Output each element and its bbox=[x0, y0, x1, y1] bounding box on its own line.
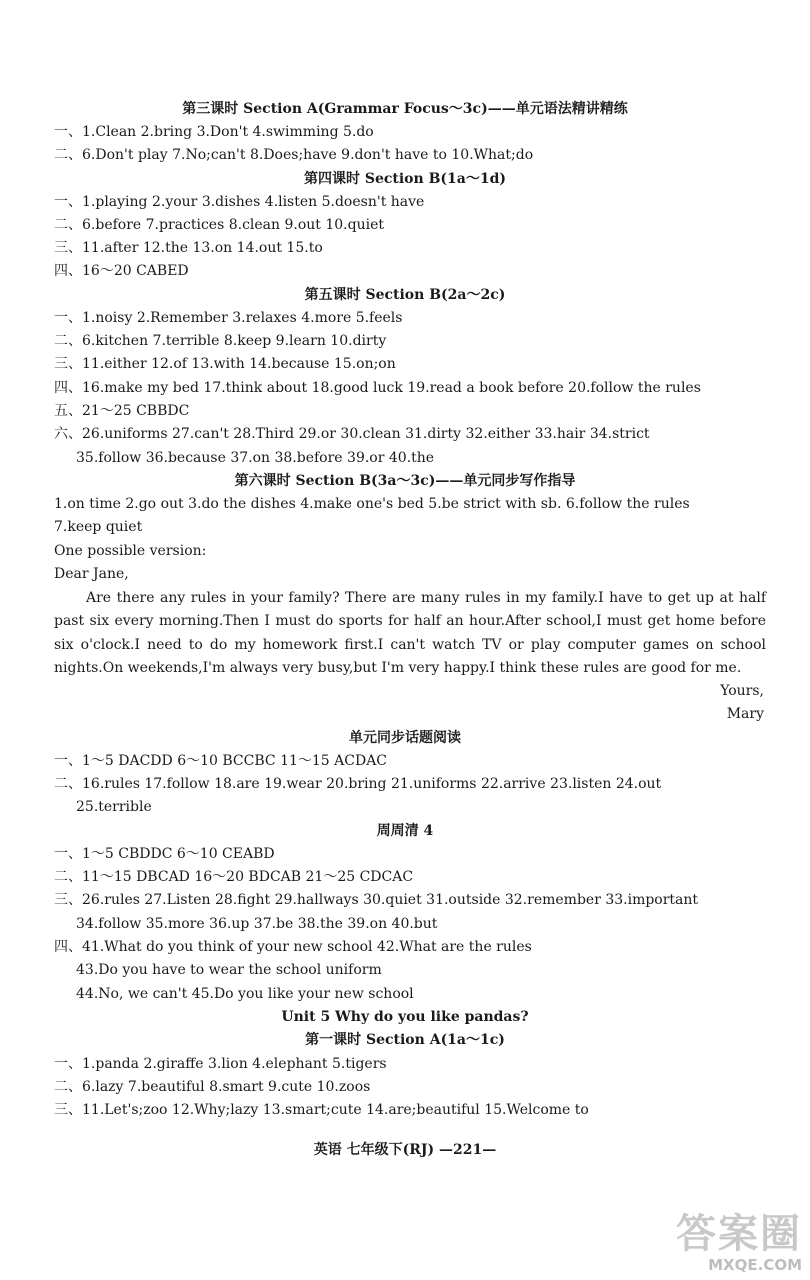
answer-line: 一、1.playing 2.your 3.dishes 4.listen 5.doesn't have bbox=[54, 194, 425, 210]
section-heading: 第五课时 Section B(2a～2c) bbox=[304, 287, 506, 303]
answer-line: 二、6.before 7.practices 8.clean 9.out 10.quiet bbox=[54, 217, 384, 233]
watermark-url: MXQE.COM bbox=[708, 1256, 802, 1274]
answer-line: 一、1～5 DACDD 6～10 BCCBC 11～15 ACDAC bbox=[54, 753, 388, 769]
answer-line: 三、26.rules 27.Listen 28.fight 29.hallways 30.quiet 31.outside 32.remember 33.important bbox=[54, 892, 699, 908]
unit-heading: Unit 5 Why do you like pandas? bbox=[281, 1009, 529, 1025]
answer-line: 一、1.noisy 2.Remember 3.relaxes 4.more 5.feels bbox=[54, 310, 403, 326]
answer-line: 一、1～5 CBDDC 6～10 CEABD bbox=[54, 846, 275, 862]
section-heading: 第三课时 Section A(Grammar Focus～3c)——单元语法精讲精练 bbox=[182, 101, 628, 117]
watermark-logo bbox=[622, 1212, 802, 1274]
answer-line: 六、26.uniforms 27.can't 28.Third 29.or 30.clean 31.dirty 32.either 33.hair 34.strict bbox=[54, 426, 650, 442]
sample-essay: Are there any rules in your family? There are many rules in my family.I have to get up at half past six every morning.Then I must do sports for half an hour.After school,I must get home before six o'clock.I need to do my homework first.I can't watch TV or play computer games on school nights.On weekends,I'm always very busy,but I'm very happy.I think these rules are good for me. bbox=[54, 590, 766, 676]
answer-line: 二、11～15 DBCAD 16～20 BDCAB 21～25 CDCAC bbox=[54, 869, 414, 885]
answer-line: 35.follow 36.because 37.on 38.before 39.or 40.the bbox=[76, 450, 435, 466]
section-heading: 第六课时 Section B(3a～3c)——单元同步写作指导 bbox=[234, 473, 576, 489]
answer-line: 一、1.Clean 2.bring 3.Don't 4.swimming 5.do bbox=[54, 124, 374, 140]
answer-line: 7.keep quiet bbox=[54, 519, 143, 535]
answer-line: One possible version: bbox=[54, 543, 207, 559]
answer-line: 四、16.make my bed 17.think about 18.good luck 19.read a book before 20.follow the rules bbox=[54, 380, 701, 396]
answer-line: 1.on time 2.go out 3.do the dishes 4.make one's bed 5.be strict with sb. 6.follow the rules bbox=[54, 496, 690, 512]
answer-line: 44.No, we can't 45.Do you like your new school bbox=[76, 986, 414, 1002]
section-heading: 单元同步话题阅读 bbox=[349, 730, 461, 746]
answer-line: 三、11.after 12.the 13.on 14.out 15.to bbox=[54, 240, 323, 256]
watermark-text: 答案圈 bbox=[676, 1211, 802, 1257]
answer-line: 三、11.Let's;zoo 12.Why;lazy 13.smart;cute 14.are;beautiful 15.Welcome to bbox=[54, 1102, 589, 1118]
answer-line: 五、21～25 CBBDC bbox=[54, 403, 190, 419]
page-footer: 英语 七年级下(RJ) —221— bbox=[313, 1142, 497, 1158]
letter-signature: Mary bbox=[726, 706, 764, 722]
answer-line: 43.Do you have to wear the school uniform bbox=[76, 962, 382, 978]
answer-line: 一、1.panda 2.giraffe 3.lion 4.elephant 5.tigers bbox=[54, 1056, 387, 1072]
answer-line: 四、16～20 CABED bbox=[54, 263, 189, 279]
answer-line: 二、6.Don't play 7.No;can't 8.Does;have 9.don't have to 10.What;do bbox=[54, 147, 534, 163]
answer-line: 25.terrible bbox=[76, 799, 152, 815]
section-heading: 第四课时 Section B(1a～1d) bbox=[303, 171, 506, 187]
answer-line: 二、6.lazy 7.beautiful 8.smart 9.cute 10.zoos bbox=[54, 1079, 371, 1095]
answer-line: 二、6.kitchen 7.terrible 8.keep 9.learn 10.dirty bbox=[54, 333, 387, 349]
answer-line: 34.follow 35.more 36.up 37.be 38.the 39.on 40.but bbox=[76, 916, 438, 932]
answer-line: 二、16.rules 17.follow 18.are 19.wear 20.bring 21.uniforms 22.arrive 23.listen 24.out bbox=[54, 776, 662, 792]
letter-closing: Yours, bbox=[720, 683, 764, 699]
answer-line: 四、41.What do you think of your new school 42.What are the rules bbox=[54, 939, 532, 955]
letter-greeting: Dear Jane, bbox=[54, 566, 129, 582]
answer-line: 三、11.either 12.of 13.with 14.because 15.on;on bbox=[54, 356, 396, 372]
section-heading: 第一课时 Section A(1a～1c) bbox=[305, 1032, 505, 1048]
section-heading: 周周清 4 bbox=[376, 823, 434, 839]
